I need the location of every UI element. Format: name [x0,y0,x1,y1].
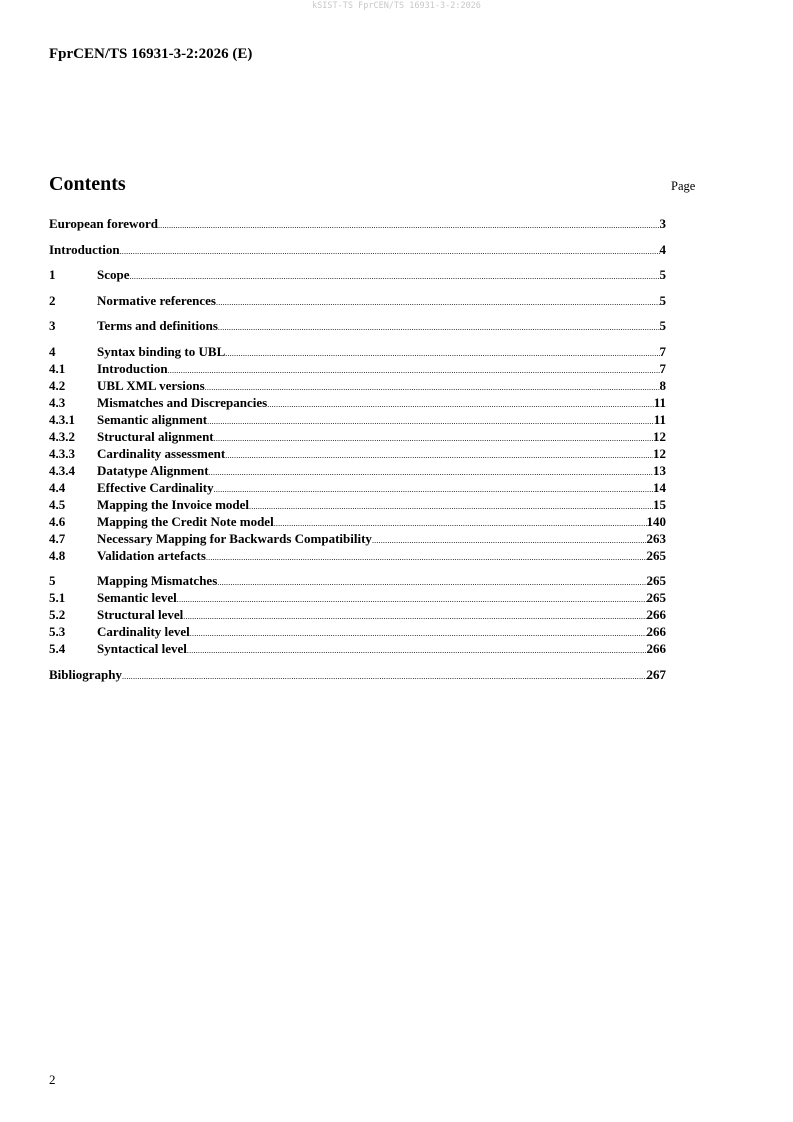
toc-entry[interactable] [49,623,666,640]
toc-entry-number: 2 [49,292,56,308]
toc-entry[interactable] [49,377,666,394]
toc-entry[interactable] [49,547,666,564]
toc-entry-number: 3 [49,318,56,333]
toc-entry-number: 5.4 [49,641,66,656]
toc-entry-title: Mapping Mismatches [97,573,218,588]
toc-entry[interactable] [49,462,666,479]
toc-entry-number: 4 [49,343,56,359]
toc-entry-title: Semantic alignment [97,411,208,427]
toc-entry-page: 265 [646,590,666,605]
toc-entry-title: UBL XML versions [97,377,205,393]
toc-leader-dots [177,591,647,608]
toc-leader-dots [214,481,653,498]
toc-entry-page: 263 [646,530,666,546]
toc-leader-dots [249,498,653,515]
toc-entry-page: 4 [659,241,666,257]
toc-entry[interactable] [49,343,666,360]
page-number: 2 [49,1072,56,1087]
toc-entry-page: 12 [653,445,666,461]
toc-entry-page: 266 [646,624,666,639]
toc-entry-number: 4.3 [49,394,66,410]
toc-entry-number: 4.3.1 [49,411,75,427]
toc-leader-dots [120,243,660,260]
toc-entry-title: Syntax binding to UBL [97,343,226,359]
toc-entry-number: 4.3.4 [49,462,75,478]
toc-entry-number: 5.3 [49,624,66,639]
toc-leader-dots [187,642,647,659]
toc-entry[interactable] [49,572,666,589]
toc-leader-dots [217,574,646,591]
toc-entry-title: Syntactical level [97,641,187,656]
toc-entry-title: Structural alignment [97,428,214,444]
toc-entry[interactable] [49,479,666,496]
toc-entry-number: 5 [49,573,56,588]
toc-entry[interactable] [49,428,666,445]
toc-entry-page: 3 [659,216,666,231]
toc-entry-number: 4.5 [49,496,66,512]
toc-leader-dots [225,345,659,362]
toc-entry[interactable] [49,317,666,334]
toc-entry-page: 5 [659,318,666,333]
toc-entry-number: 4.4 [49,479,66,495]
toc-leader-dots [372,532,647,549]
toc-entry-number: 5.2 [49,607,66,622]
toc-entry-title: Introduction [49,241,120,257]
toc-leader-dots [168,362,660,379]
toc-leader-dots [225,447,653,464]
toc-entry-number: 4.7 [49,530,66,546]
watermark: kSIST-TS FprCEN/TS 16931-3-2:2026 [312,1,481,11]
toc-entry-number: 1 [49,267,56,282]
toc-entry-title: Cardinality level [97,624,190,639]
toc-leader-dots [205,379,660,396]
toc-entry-page: 7 [659,343,666,359]
toc-entry-page: 5 [659,292,666,308]
toc-leader-dots [130,268,660,285]
toc-entry-number: 4.6 [49,513,66,529]
toc-entry[interactable] [49,266,666,283]
toc-entry-page: 11 [653,411,666,427]
toc-entry-number: 5.1 [49,590,66,605]
toc-leader-dots [214,430,653,447]
toc-entry[interactable] [49,241,666,258]
toc-entry-page: 265 [646,547,666,563]
contents-heading: Contents [49,173,126,195]
toc-entry[interactable] [49,666,666,683]
toc-entry-title: Mapping the Invoice model [97,496,250,512]
toc-leader-dots [209,464,653,481]
toc-entry-page: 265 [646,573,666,588]
toc-leader-dots [218,319,660,336]
toc-leader-dots [206,549,647,566]
toc-entry-number: 4.3.2 [49,428,75,444]
toc-entry-title: Necessary Mapping for Backwards Compatibility [97,530,372,546]
toc-entry-number: 4.3.3 [49,445,75,461]
toc-entry-title: European foreword [49,216,158,231]
toc-entry-page: 14 [653,479,666,495]
toc-entry-number: 4.2 [49,377,66,393]
toc-entry-title: Normative references [97,292,216,308]
toc-entry-page: 266 [646,607,666,622]
toc-entry[interactable] [49,411,666,428]
toc-entry[interactable] [49,640,666,657]
toc-entry[interactable] [49,513,666,530]
toc-entry[interactable] [49,445,666,462]
toc-leader-dots [216,294,660,311]
toc-leader-dots [207,413,654,430]
toc-entry-page: 5 [659,267,666,282]
toc-entry[interactable] [49,292,666,309]
toc-entry-title: Semantic level [97,590,177,605]
toc-entry-page: 11 [653,394,666,410]
toc-entry-number: 4.1 [49,360,66,376]
toc-entry-page: 8 [659,377,666,393]
toc-entry[interactable] [49,215,666,232]
toc-entry-page: 140 [646,513,666,529]
toc-entry-title: Mapping the Credit Note model [97,513,274,529]
table-of-contents [49,215,666,683]
toc-entry-title: Scope [97,267,130,282]
toc-entry-number: 4.8 [49,547,66,563]
toc-entry[interactable] [49,606,666,623]
toc-entry[interactable] [49,530,666,547]
toc-leader-dots [158,217,660,234]
toc-entry-title: Structural level [97,607,184,622]
toc-entry-page: 266 [646,641,666,656]
toc-entry-title: Bibliography [49,666,122,682]
toc-leader-dots [122,668,647,685]
toc-entry-title: Effective Cardinality [97,479,214,495]
toc-entry[interactable] [49,496,666,513]
toc-entry-title: Introduction [97,360,168,376]
toc-entry-title: Cardinality assessment [97,445,226,461]
toc-entry[interactable] [49,589,666,606]
toc-entry-page: 7 [659,360,666,376]
toc-entry-page: 12 [653,428,666,444]
toc-entry-title: Validation artefacts [97,547,206,563]
toc-entry-title: Datatype Alignment [97,462,209,478]
toc-entry-page: 15 [653,496,666,512]
page-column-label: Page [671,179,696,193]
toc-entry-page: 13 [653,462,666,478]
toc-leader-dots [183,608,646,625]
toc-entry[interactable] [49,360,666,377]
toc-entry-title: Mismatches and Discrepancies [97,394,268,410]
toc-leader-dots [190,625,647,642]
document-id-header: FprCEN/TS 16931-3-2:2026 (E) [49,46,253,62]
toc-leader-dots [267,396,654,413]
toc-entry-page: 267 [646,666,666,682]
toc-entry[interactable] [49,394,666,411]
toc-entry-title: Terms and definitions [97,318,218,333]
